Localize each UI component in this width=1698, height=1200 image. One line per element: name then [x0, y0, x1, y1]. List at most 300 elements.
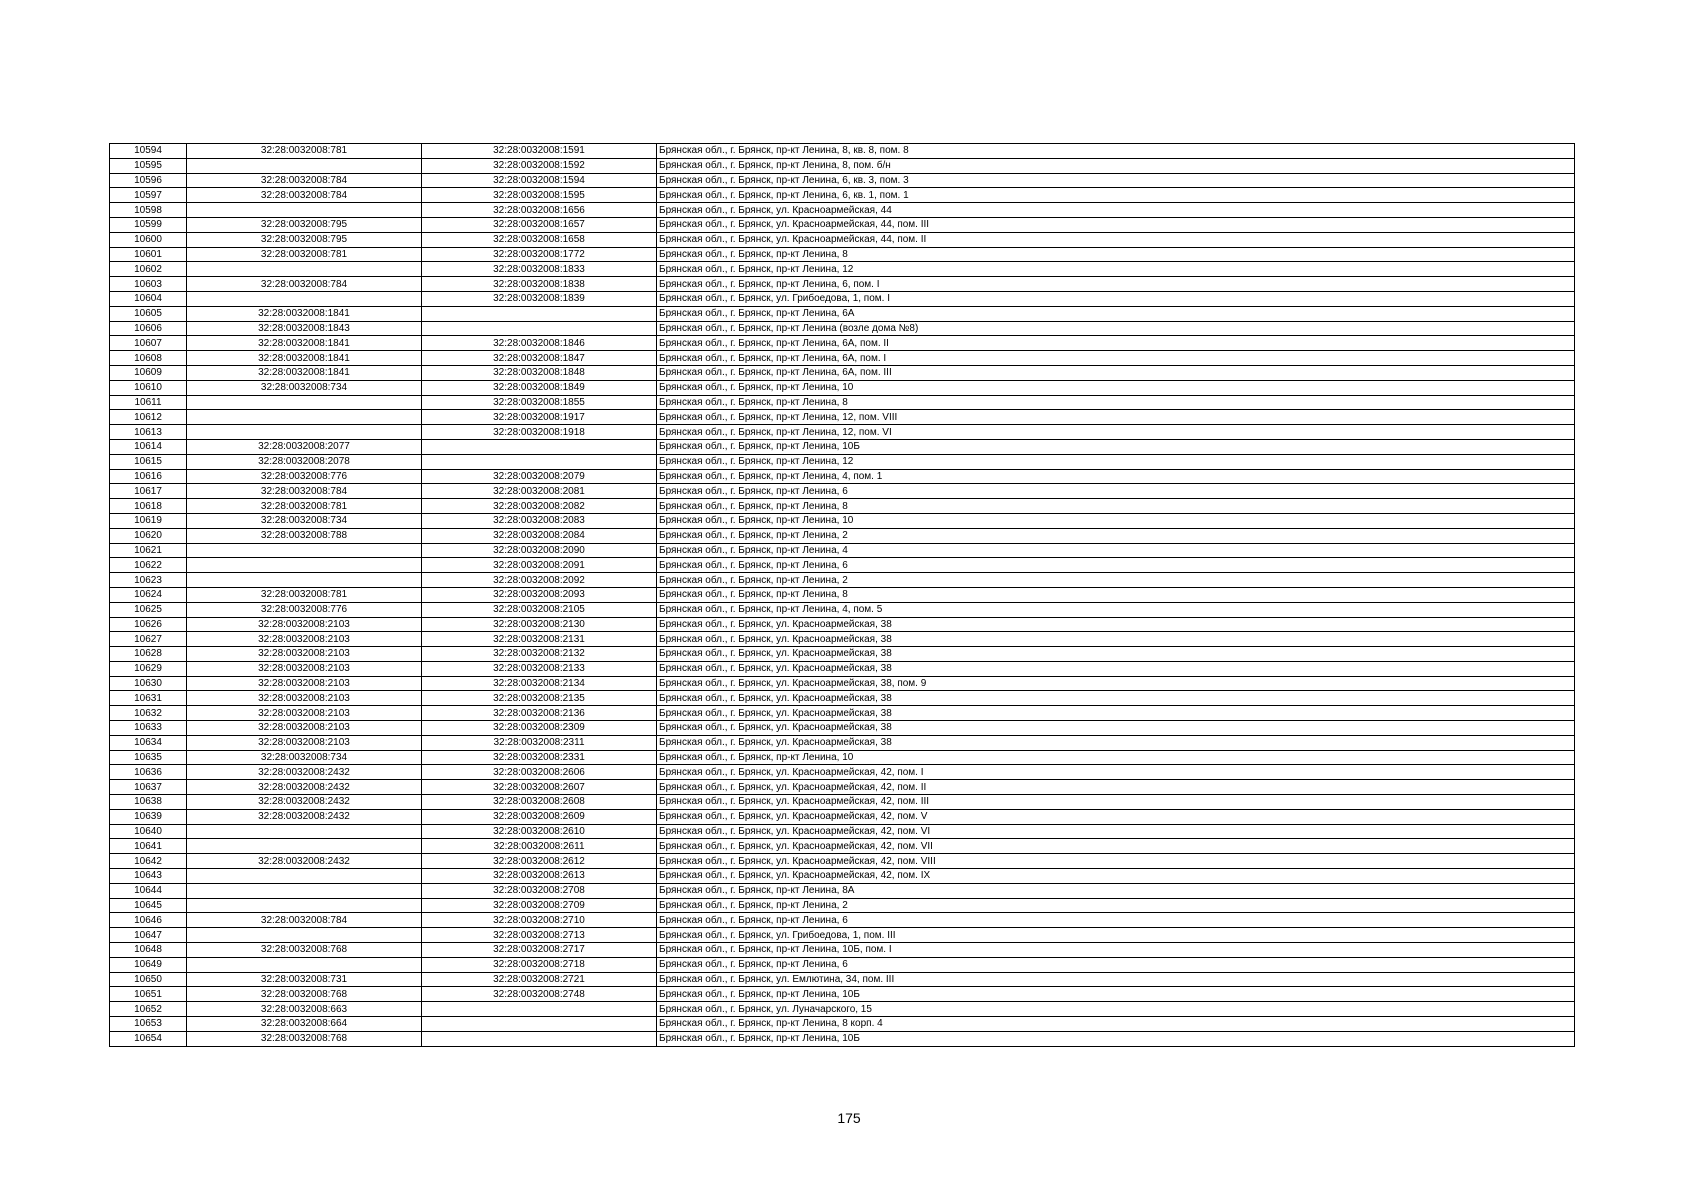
row-number-cell: 10607: [110, 336, 187, 351]
object-cadastral-number-cell: 32:28:0032008:2135: [422, 691, 657, 706]
address-cell: Брянская обл., г. Брянск, пр-кт Ленина, 10Б: [657, 987, 1575, 1002]
row-number-cell: 10637: [110, 780, 187, 795]
register-table: [109, 143, 1575, 1047]
address-cell: Брянская обл., г. Брянск, пр-кт Ленина, 4: [657, 543, 1575, 558]
table-row: [110, 217, 1575, 232]
cadastral-number-cell: 32:28:0032008:664: [187, 1017, 422, 1032]
address-cell: Брянская обл., г. Брянск, ул. Красноармейская, 42, пом. III: [657, 795, 1575, 810]
table-row: [110, 943, 1575, 958]
row-number-cell: 10617: [110, 484, 187, 499]
object-cadastral-number-cell: 32:28:0032008:2082: [422, 499, 657, 514]
cadastral-number-cell: 32:28:0032008:2077: [187, 439, 422, 454]
page-number: 175: [837, 1110, 861, 1126]
cadastral-number-cell: 32:28:0032008:2103: [187, 706, 422, 721]
row-number-cell: 10595: [110, 158, 187, 173]
cadastral-number-cell: 32:28:0032008:2103: [187, 647, 422, 662]
address-cell: Брянская обл., г. Брянск, ул. Грибоедова, 1, пом. I: [657, 291, 1575, 306]
object-cadastral-number-cell: 32:28:0032008:1772: [422, 247, 657, 262]
address-cell: Брянская обл., г. Брянск, пр-кт Ленина, 12: [657, 454, 1575, 469]
cadastral-number-cell: [187, 203, 422, 218]
address-cell: Брянская обл., г. Брянск, пр-кт Ленина, 2: [657, 573, 1575, 588]
cadastral-number-cell: 32:28:0032008:781: [187, 587, 422, 602]
table-row: [110, 750, 1575, 765]
row-number-cell: 10597: [110, 188, 187, 203]
object-cadastral-number-cell: 32:28:0032008:2133: [422, 661, 657, 676]
row-number-cell: 10598: [110, 203, 187, 218]
cadastral-number-cell: [187, 262, 422, 277]
object-cadastral-number-cell: 32:28:0032008:2134: [422, 676, 657, 691]
cadastral-number-cell: 32:28:0032008:1841: [187, 351, 422, 366]
table-row: [110, 928, 1575, 943]
row-number-cell: 10614: [110, 439, 187, 454]
address-cell: Брянская обл., г. Брянск, пр-кт Ленина, 6: [657, 484, 1575, 499]
object-cadastral-number-cell: 32:28:0032008:2609: [422, 809, 657, 824]
table-row: [110, 691, 1575, 706]
address-cell: Брянская обл., г. Брянск, ул. Красноармейская, 38: [657, 721, 1575, 736]
table-row: [110, 277, 1575, 292]
address-cell: Брянская обл., г. Брянск, пр-кт Ленина, 10Б: [657, 1031, 1575, 1046]
row-number-cell: 10629: [110, 661, 187, 676]
cadastral-number-cell: [187, 839, 422, 854]
row-number-cell: 10648: [110, 943, 187, 958]
cadastral-number-cell: [187, 883, 422, 898]
table-row: [110, 528, 1575, 543]
address-cell: Брянская обл., г. Брянск, пр-кт Ленина, 8, пом. б/н: [657, 158, 1575, 173]
address-cell: Брянская обл., г. Брянск, пр-кт Ленина, 10: [657, 750, 1575, 765]
row-number-cell: 10644: [110, 883, 187, 898]
table-row: [110, 262, 1575, 277]
address-cell: Брянская обл., г. Брянск, пр-кт Ленина, 8: [657, 587, 1575, 602]
object-cadastral-number-cell: 32:28:0032008:2718: [422, 957, 657, 972]
address-cell: Брянская обл., г. Брянск, ул. Красноармейская, 42, пом. VIII: [657, 854, 1575, 869]
row-number-cell: 10650: [110, 972, 187, 987]
address-cell: Брянская обл., г. Брянск, ул. Красноармейская, 38, пом. 9: [657, 676, 1575, 691]
cadastral-number-cell: [187, 395, 422, 410]
row-number-cell: 10627: [110, 632, 187, 647]
table-row: [110, 395, 1575, 410]
cadastral-number-cell: 32:28:0032008:734: [187, 750, 422, 765]
object-cadastral-number-cell: 32:28:0032008:2136: [422, 706, 657, 721]
address-cell: Брянская обл., г. Брянск, пр-кт Ленина, 10Б: [657, 439, 1575, 454]
table-row: [110, 291, 1575, 306]
object-cadastral-number-cell: 32:28:0032008:2608: [422, 795, 657, 810]
cadastral-number-cell: 32:28:0032008:734: [187, 380, 422, 395]
address-cell: Брянская обл., г. Брянск, пр-кт Ленина, 4, пом. 1: [657, 469, 1575, 484]
row-number-cell: 10638: [110, 795, 187, 810]
table-row: [110, 780, 1575, 795]
address-cell: Брянская обл., г. Брянск, пр-кт Ленина, 8: [657, 247, 1575, 262]
row-number-cell: 10621: [110, 543, 187, 558]
address-cell: Брянская обл., г. Брянск, ул. Красноармейская, 38: [657, 647, 1575, 662]
row-number-cell: 10632: [110, 706, 187, 721]
table-row: [110, 173, 1575, 188]
table-row: [110, 321, 1575, 336]
object-cadastral-number-cell: 32:28:0032008:2713: [422, 928, 657, 943]
address-cell: Брянская обл., г. Брянск, пр-кт Ленина, 12, пом. VIII: [657, 410, 1575, 425]
row-number-cell: 10609: [110, 365, 187, 380]
row-number-cell: 10633: [110, 721, 187, 736]
object-cadastral-number-cell: 32:28:0032008:2084: [422, 528, 657, 543]
object-cadastral-number-cell: 32:28:0032008:1847: [422, 351, 657, 366]
table-row: [110, 617, 1575, 632]
table-row: [110, 558, 1575, 573]
address-cell: Брянская обл., г. Брянск, ул. Красноармейская, 44, пом. III: [657, 217, 1575, 232]
address-cell: Брянская обл., г. Брянск, пр-кт Ленина, 8, кв. 8, пом. 8: [657, 144, 1575, 159]
row-number-cell: 10599: [110, 217, 187, 232]
row-number-cell: 10645: [110, 898, 187, 913]
row-number-cell: 10653: [110, 1017, 187, 1032]
address-cell: Брянская обл., г. Брянск, пр-кт Ленина, 8: [657, 395, 1575, 410]
cadastral-number-cell: 32:28:0032008:2103: [187, 721, 422, 736]
address-cell: Брянская обл., г. Брянск, пр-кт Ленина, 6А, пом. III: [657, 365, 1575, 380]
object-cadastral-number-cell: 32:28:0032008:2130: [422, 617, 657, 632]
table-row: [110, 869, 1575, 884]
cadastral-number-cell: 32:28:0032008:1841: [187, 336, 422, 351]
object-cadastral-number-cell: 32:28:0032008:1657: [422, 217, 657, 232]
cadastral-number-cell: 32:28:0032008:2103: [187, 661, 422, 676]
address-cell: Брянская обл., г. Брянск, ул. Красноармейская, 38: [657, 632, 1575, 647]
table-row: [110, 306, 1575, 321]
object-cadastral-number-cell: 32:28:0032008:2309: [422, 721, 657, 736]
table-row: [110, 439, 1575, 454]
table-row: [110, 898, 1575, 913]
table-row: [110, 676, 1575, 691]
address-cell: Брянская обл., г. Брянск, ул. Красноармейская, 44: [657, 203, 1575, 218]
cadastral-number-cell: [187, 410, 422, 425]
row-number-cell: 10647: [110, 928, 187, 943]
cadastral-number-cell: 32:28:0032008:795: [187, 232, 422, 247]
object-cadastral-number-cell: 32:28:0032008:2710: [422, 913, 657, 928]
table-row: [110, 513, 1575, 528]
row-number-cell: 10610: [110, 380, 187, 395]
object-cadastral-number-cell: 32:28:0032008:1838: [422, 277, 657, 292]
object-cadastral-number-cell: 32:28:0032008:1848: [422, 365, 657, 380]
table-row: [110, 454, 1575, 469]
table-row: [110, 809, 1575, 824]
address-cell: Брянская обл., г. Брянск, ул. Красноармейская, 38: [657, 706, 1575, 721]
table-row: [110, 987, 1575, 1002]
object-cadastral-number-cell: [422, 454, 657, 469]
table-row: [110, 351, 1575, 366]
cadastral-number-cell: 32:28:0032008:2103: [187, 735, 422, 750]
row-number-cell: 10641: [110, 839, 187, 854]
table-row: [110, 543, 1575, 558]
table-row: [110, 469, 1575, 484]
object-cadastral-number-cell: 32:28:0032008:2083: [422, 513, 657, 528]
cadastral-number-cell: 32:28:0032008:2103: [187, 676, 422, 691]
cadastral-number-cell: 32:28:0032008:1843: [187, 321, 422, 336]
row-number-cell: 10652: [110, 1002, 187, 1017]
cadastral-number-cell: 32:28:0032008:1841: [187, 306, 422, 321]
cadastral-number-cell: 32:28:0032008:2432: [187, 809, 422, 824]
cadastral-number-cell: [187, 869, 422, 884]
object-cadastral-number-cell: 32:28:0032008:2131: [422, 632, 657, 647]
row-number-cell: 10630: [110, 676, 187, 691]
cadastral-number-cell: 32:28:0032008:2103: [187, 632, 422, 647]
address-cell: Брянская обл., г. Брянск, пр-кт Ленина, 6, пом. I: [657, 277, 1575, 292]
object-cadastral-number-cell: [422, 321, 657, 336]
row-number-cell: 10636: [110, 765, 187, 780]
table-row: [110, 957, 1575, 972]
object-cadastral-number-cell: 32:28:0032008:2607: [422, 780, 657, 795]
address-cell: Брянская обл., г. Брянск, пр-кт Ленина, 6А, пом. I: [657, 351, 1575, 366]
address-cell: Брянская обл., г. Брянск, пр-кт Ленина (возле дома №8): [657, 321, 1575, 336]
table-row: [110, 203, 1575, 218]
cadastral-number-cell: 32:28:0032008:776: [187, 602, 422, 617]
row-number-cell: 10639: [110, 809, 187, 824]
table-row: [110, 765, 1575, 780]
cadastral-number-cell: [187, 291, 422, 306]
cadastral-number-cell: 32:28:0032008:784: [187, 277, 422, 292]
object-cadastral-number-cell: 32:28:0032008:2717: [422, 943, 657, 958]
object-cadastral-number-cell: 32:28:0032008:1849: [422, 380, 657, 395]
cadastral-number-cell: [187, 158, 422, 173]
object-cadastral-number-cell: [422, 439, 657, 454]
row-number-cell: 10602: [110, 262, 187, 277]
table-row: [110, 425, 1575, 440]
cadastral-number-cell: 32:28:0032008:2078: [187, 454, 422, 469]
cadastral-number-cell: 32:28:0032008:768: [187, 943, 422, 958]
object-cadastral-number-cell: 32:28:0032008:1658: [422, 232, 657, 247]
object-cadastral-number-cell: 32:28:0032008:2606: [422, 765, 657, 780]
table-row: [110, 706, 1575, 721]
address-cell: Брянская обл., г. Брянск, ул. Луначарского, 15: [657, 1002, 1575, 1017]
object-cadastral-number-cell: [422, 1017, 657, 1032]
object-cadastral-number-cell: 32:28:0032008:1594: [422, 173, 657, 188]
row-number-cell: 10625: [110, 602, 187, 617]
object-cadastral-number-cell: 32:28:0032008:1846: [422, 336, 657, 351]
object-cadastral-number-cell: 32:28:0032008:2721: [422, 972, 657, 987]
object-cadastral-number-cell: 32:28:0032008:1656: [422, 203, 657, 218]
address-cell: Брянская обл., г. Брянск, пр-кт Ленина, 4, пом. 5: [657, 602, 1575, 617]
address-cell: Брянская обл., г. Брянск, ул. Красноармейская, 42, пом. VII: [657, 839, 1575, 854]
object-cadastral-number-cell: [422, 306, 657, 321]
row-number-cell: 10643: [110, 869, 187, 884]
table-row: [110, 839, 1575, 854]
table-row: [110, 158, 1575, 173]
object-cadastral-number-cell: 32:28:0032008:1917: [422, 410, 657, 425]
row-number-cell: 10600: [110, 232, 187, 247]
address-cell: Брянская обл., г. Брянск, пр-кт Ленина, 2: [657, 898, 1575, 913]
object-cadastral-number-cell: [422, 1002, 657, 1017]
table-row: [110, 824, 1575, 839]
address-cell: Брянская обл., г. Брянск, ул. Красноармейская, 38: [657, 691, 1575, 706]
object-cadastral-number-cell: 32:28:0032008:2093: [422, 587, 657, 602]
address-cell: Брянская обл., г. Брянск, пр-кт Ленина, 8: [657, 499, 1575, 514]
cadastral-number-cell: [187, 824, 422, 839]
row-number-cell: 10608: [110, 351, 187, 366]
table-row: [110, 573, 1575, 588]
cadastral-number-cell: [187, 898, 422, 913]
table-row: [110, 484, 1575, 499]
cadastral-number-cell: 32:28:0032008:2103: [187, 617, 422, 632]
address-cell: Брянская обл., г. Брянск, пр-кт Ленина, 10Б, пом. I: [657, 943, 1575, 958]
cadastral-number-cell: 32:28:0032008:663: [187, 1002, 422, 1017]
cadastral-number-cell: 32:28:0032008:776: [187, 469, 422, 484]
cadastral-number-cell: [187, 573, 422, 588]
row-number-cell: 10622: [110, 558, 187, 573]
address-cell: Брянская обл., г. Брянск, пр-кт Ленина, 6А, пом. II: [657, 336, 1575, 351]
row-number-cell: 10626: [110, 617, 187, 632]
table-row: [110, 247, 1575, 262]
table-row: [110, 632, 1575, 647]
table-row: [110, 1017, 1575, 1032]
table-row: [110, 336, 1575, 351]
address-cell: Брянская обл., г. Брянск, ул. Красноармейская, 38: [657, 617, 1575, 632]
cadastral-number-cell: 32:28:0032008:795: [187, 217, 422, 232]
address-cell: Брянская обл., г. Брянск, ул. Красноармейская, 42, пом. II: [657, 780, 1575, 795]
row-number-cell: 10651: [110, 987, 187, 1002]
object-cadastral-number-cell: 32:28:0032008:2090: [422, 543, 657, 558]
row-number-cell: 10605: [110, 306, 187, 321]
object-cadastral-number-cell: 32:28:0032008:2079: [422, 469, 657, 484]
address-cell: Брянская обл., г. Брянск, ул. Красноармейская, 38: [657, 735, 1575, 750]
object-cadastral-number-cell: 32:28:0032008:2105: [422, 602, 657, 617]
row-number-cell: 10601: [110, 247, 187, 262]
table-row: [110, 499, 1575, 514]
cadastral-number-cell: 32:28:0032008:788: [187, 528, 422, 543]
object-cadastral-number-cell: 32:28:0032008:1855: [422, 395, 657, 410]
table-row: [110, 913, 1575, 928]
object-cadastral-number-cell: 32:28:0032008:2331: [422, 750, 657, 765]
cadastral-number-cell: [187, 957, 422, 972]
address-cell: Брянская обл., г. Брянск, ул. Красноармейская, 38: [657, 661, 1575, 676]
object-cadastral-number-cell: 32:28:0032008:1592: [422, 158, 657, 173]
row-number-cell: 10613: [110, 425, 187, 440]
table-row: [110, 661, 1575, 676]
address-cell: Брянская обл., г. Брянск, ул. Емлютина, 34, пом. III: [657, 972, 1575, 987]
cadastral-number-cell: 32:28:0032008:2432: [187, 780, 422, 795]
cadastral-number-cell: 32:28:0032008:781: [187, 499, 422, 514]
cadastral-number-cell: 32:28:0032008:784: [187, 913, 422, 928]
table-row: [110, 854, 1575, 869]
address-cell: Брянская обл., г. Брянск, пр-кт Ленина, 6, кв. 3, пом. 3: [657, 173, 1575, 188]
table-row: [110, 883, 1575, 898]
address-cell: Брянская обл., г. Брянск, пр-кт Ленина, 6: [657, 957, 1575, 972]
address-cell: Брянская обл., г. Брянск, ул. Красноармейская, 42, пом. V: [657, 809, 1575, 824]
cadastral-number-cell: 32:28:0032008:784: [187, 173, 422, 188]
register-table-body: [110, 144, 1575, 1047]
object-cadastral-number-cell: 32:28:0032008:2612: [422, 854, 657, 869]
cadastral-number-cell: 32:28:0032008:768: [187, 987, 422, 1002]
object-cadastral-number-cell: 32:28:0032008:1833: [422, 262, 657, 277]
row-number-cell: 10596: [110, 173, 187, 188]
object-cadastral-number-cell: 32:28:0032008:2708: [422, 883, 657, 898]
object-cadastral-number-cell: 32:28:0032008:1839: [422, 291, 657, 306]
object-cadastral-number-cell: 32:28:0032008:2132: [422, 647, 657, 662]
cadastral-number-cell: [187, 558, 422, 573]
object-cadastral-number-cell: 32:28:0032008:2081: [422, 484, 657, 499]
object-cadastral-number-cell: 32:28:0032008:2748: [422, 987, 657, 1002]
row-number-cell: 10623: [110, 573, 187, 588]
object-cadastral-number-cell: 32:28:0032008:2091: [422, 558, 657, 573]
row-number-cell: 10624: [110, 587, 187, 602]
address-cell: Брянская обл., г. Брянск, пр-кт Ленина, 8 корп. 4: [657, 1017, 1575, 1032]
cadastral-number-cell: 32:28:0032008:784: [187, 484, 422, 499]
address-cell: Брянская обл., г. Брянск, ул. Грибоедова, 1, пом. III: [657, 928, 1575, 943]
row-number-cell: 10611: [110, 395, 187, 410]
address-cell: Брянская обл., г. Брянск, пр-кт Ленина, 12: [657, 262, 1575, 277]
table-row: [110, 735, 1575, 750]
object-cadastral-number-cell: 32:28:0032008:1595: [422, 188, 657, 203]
object-cadastral-number-cell: 32:28:0032008:1918: [422, 425, 657, 440]
address-cell: Брянская обл., г. Брянск, пр-кт Ленина, 2: [657, 528, 1575, 543]
table-row: [110, 144, 1575, 159]
cadastral-number-cell: 32:28:0032008:2432: [187, 765, 422, 780]
object-cadastral-number-cell: 32:28:0032008:2610: [422, 824, 657, 839]
cadastral-number-cell: 32:28:0032008:2432: [187, 854, 422, 869]
table-row: [110, 188, 1575, 203]
table-row: [110, 1002, 1575, 1017]
address-cell: Брянская обл., г. Брянск, ул. Красноармейская, 42, пом. IX: [657, 869, 1575, 884]
cadastral-number-cell: 32:28:0032008:781: [187, 247, 422, 262]
row-number-cell: 10654: [110, 1031, 187, 1046]
row-number-cell: 10603: [110, 277, 187, 292]
table-row: [110, 380, 1575, 395]
address-cell: Брянская обл., г. Брянск, пр-кт Ленина, 12, пом. VI: [657, 425, 1575, 440]
cadastral-number-cell: 32:28:0032008:734: [187, 513, 422, 528]
row-number-cell: 10615: [110, 454, 187, 469]
row-number-cell: 10612: [110, 410, 187, 425]
table-row: [110, 972, 1575, 987]
address-cell: Брянская обл., г. Брянск, пр-кт Ленина, 10: [657, 380, 1575, 395]
cadastral-number-cell: 32:28:0032008:2103: [187, 691, 422, 706]
address-cell: Брянская обл., г. Брянск, пр-кт Ленина, 10: [657, 513, 1575, 528]
row-number-cell: 10616: [110, 469, 187, 484]
address-cell: Брянская обл., г. Брянск, пр-кт Ленина, 6, кв. 1, пом. 1: [657, 188, 1575, 203]
cadastral-number-cell: 32:28:0032008:731: [187, 972, 422, 987]
row-number-cell: 10628: [110, 647, 187, 662]
address-cell: Брянская обл., г. Брянск, пр-кт Ленина, 6: [657, 913, 1575, 928]
table-row: [110, 365, 1575, 380]
row-number-cell: 10619: [110, 513, 187, 528]
row-number-cell: 10594: [110, 144, 187, 159]
address-cell: Брянская обл., г. Брянск, ул. Красноармейская, 42, пом. I: [657, 765, 1575, 780]
cadastral-number-cell: [187, 425, 422, 440]
cadastral-number-cell: 32:28:0032008:768: [187, 1031, 422, 1046]
table-row: [110, 795, 1575, 810]
cadastral-number-cell: 32:28:0032008:784: [187, 188, 422, 203]
table-row: [110, 1031, 1575, 1046]
cadastral-number-cell: [187, 928, 422, 943]
cadastral-number-cell: 32:28:0032008:781: [187, 144, 422, 159]
object-cadastral-number-cell: 32:28:0032008:2311: [422, 735, 657, 750]
table-row: [110, 587, 1575, 602]
row-number-cell: 10606: [110, 321, 187, 336]
table-row: [110, 647, 1575, 662]
address-cell: Брянская обл., г. Брянск, ул. Красноармейская, 44, пом. II: [657, 232, 1575, 247]
table-row: [110, 232, 1575, 247]
address-cell: Брянская обл., г. Брянск, пр-кт Ленина, 6А: [657, 306, 1575, 321]
table-row: [110, 721, 1575, 736]
row-number-cell: 10634: [110, 735, 187, 750]
address-cell: Брянская обл., г. Брянск, пр-кт Ленина, 6: [657, 558, 1575, 573]
object-cadastral-number-cell: 32:28:0032008:2611: [422, 839, 657, 854]
row-number-cell: 10604: [110, 291, 187, 306]
object-cadastral-number-cell: 32:28:0032008:1591: [422, 144, 657, 159]
row-number-cell: 10618: [110, 499, 187, 514]
object-cadastral-number-cell: [422, 1031, 657, 1046]
object-cadastral-number-cell: 32:28:0032008:2092: [422, 573, 657, 588]
cadastral-number-cell: 32:28:0032008:1841: [187, 365, 422, 380]
object-cadastral-number-cell: 32:28:0032008:2709: [422, 898, 657, 913]
row-number-cell: 10640: [110, 824, 187, 839]
row-number-cell: 10631: [110, 691, 187, 706]
table-row: [110, 410, 1575, 425]
table-row: [110, 602, 1575, 617]
address-cell: Брянская обл., г. Брянск, пр-кт Ленина, 8А: [657, 883, 1575, 898]
cadastral-number-cell: [187, 543, 422, 558]
